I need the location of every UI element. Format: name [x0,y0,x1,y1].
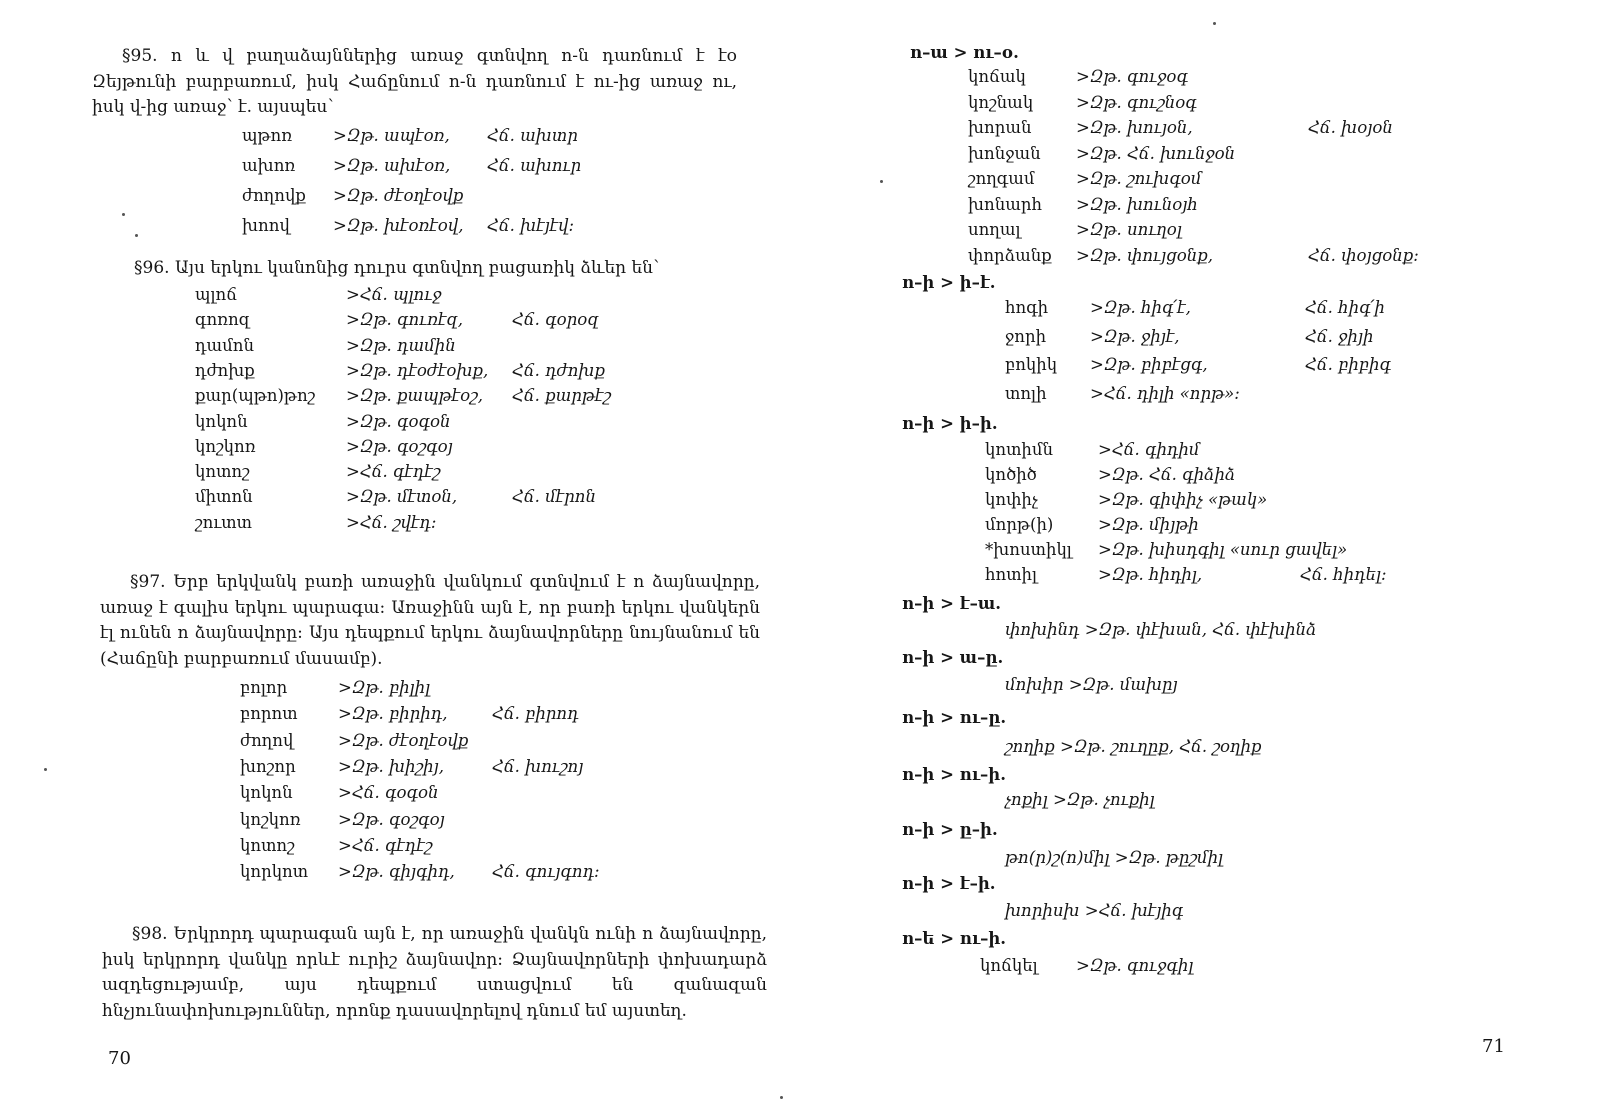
dialect-form: >Հճ. շվէդ: [346,512,437,532]
word-entry [800,67,1600,91]
dialect-form: >Զթ. բիրիդ, [338,704,448,724]
dialect-form: >Զթ. հիդիլ, [1098,565,1203,584]
word-entry [0,156,800,180]
headword: փորձանք [968,245,1052,265]
dialect-form: >Զթ. խիշիյ, [338,756,444,776]
dialect-form: >Զթ. քապթէօշ, [346,386,484,406]
dialect-form: >Զթ. խույօն, [1076,118,1193,137]
word-entry [0,412,800,436]
dialect-form: >Զթ. սուղօլ [1076,220,1182,239]
dialect-form: >Զթ. գօգօն [346,411,451,431]
dialect-form: >Զթ. գուռէզ, [346,310,463,330]
page-number: 71 [1482,1036,1505,1057]
word-entry [800,355,1600,379]
dialect-form-alt: Հճ. գօրօզ [512,310,599,330]
word-entry [0,386,800,410]
headword: մորթ(ի) [985,515,1054,534]
headword: կոճկել [980,956,1038,975]
scan-speck [880,180,883,183]
word-entry [0,783,800,807]
headword: սողալ [968,220,1021,239]
headword: ջորի [1005,326,1047,346]
headword: ժողով [240,730,294,750]
headword: *խոստիկլ [985,540,1072,559]
dialect-form: >Հճ. գէդէշ [338,835,433,855]
word-entry [800,620,1600,644]
word-entry [0,437,800,461]
word-entry [800,790,1600,814]
word-entry [0,462,800,486]
left-page [0,0,800,1114]
headword: կոտոշ [240,835,295,855]
dialect-form-alt: Հճ. ախուր [487,156,582,175]
dialect-form-alt: Հճ. բիբիգ [1305,355,1391,374]
dialect-form-alt: Հճ. խուշոյ [492,756,584,776]
dialect-form: >Զթ. բիլիլ [338,678,431,697]
dialect-form: >Հճ. դիլի «որթ»: [1090,383,1240,403]
word-entry [800,848,1600,872]
dialect-form-alt: Հճ. ախտր [487,126,578,145]
dialect-form: >Զթ. խէօռէօվ, [333,216,464,235]
headword: պթոռ [242,126,293,145]
dialect-form: >Զթ. խունօյհ [1076,194,1198,214]
dialect-form-alt: Հճ. փօյցօնք: [1308,245,1419,265]
dialect-form: >Հճ. գօգօն [338,783,439,803]
dialect-form-alt: Հճ. բիրոդ [492,704,579,724]
word-entry [0,361,800,385]
headword: բոկիկ [1005,355,1058,374]
sound-change-heading: ո–ի > ի–ի. [902,414,998,433]
word-entry [800,490,1600,514]
dialect-form: >Զթ. բիբէցգ, [1090,355,1208,374]
dialect-form: >Զթ. դէօժէօխք, [346,360,489,380]
word-entry [0,678,800,702]
headword: բոլոր [240,678,288,697]
sound-change-heading: ո–ի > ու–ի. [902,765,1006,784]
dialect-form: >Հճ. գէդէշ [346,462,441,482]
headword: դամոն [195,335,254,355]
word-entry [0,704,800,728]
dialect-form: >Զթ. ջիյէ, [1090,326,1180,346]
dialect-form: մոխիր >Զթ. մախըյ [1005,675,1178,694]
word-entry [800,440,1600,464]
word-entry [0,810,800,834]
sound-change-heading: ո–ե > ու–ի. [902,929,1007,948]
word-entry [800,246,1600,270]
word-entry [0,862,800,886]
paragraph-97: §97. Երբ երկվանկ բառի առաջին վանկում գտնվում է ո ձայնավորը, առաջ է գալիս երկու պարագա: Առաջինն այն է, որ բառի երկու վանկերն էլ ունեն ո ձայնավորը: Այս դեպքում երկու ձայնավորները նույնանում են (Հաճընի բարբառում մասամբ). [100,572,760,669]
word-entry [0,285,800,309]
word-entry [800,515,1600,539]
headword: խոշոր [240,756,296,776]
word-entry [800,220,1600,244]
word-entry [0,731,800,755]
dialect-form: >Զթ. Հճ. խունջօն [1076,143,1236,163]
dialect-form: >Զթ. շուխգօմ [1076,169,1202,188]
dialect-form: >Զթ. գիփիչ «թակ» [1098,490,1268,509]
headword: կոշնակ [968,92,1034,112]
headword: շուտտ [195,512,252,532]
scan-speck [135,234,138,237]
word-entry [800,118,1600,142]
scan-speck [122,213,125,216]
headword: խոնարհ [968,194,1043,214]
headword: կոճակ [968,67,1026,86]
headword: կոփիչ [985,490,1038,509]
headword: գոռոզ [195,310,251,330]
dialect-form: >Զթ. գուջօգ [1076,67,1188,86]
word-entry [800,465,1600,489]
scan-speck [1213,22,1216,25]
dialect-form: >Զթ. ապէօռ, [333,126,450,145]
dialect-form: >Զթ. գիյգիդ, [338,862,455,882]
headword: դժոխք [195,360,255,380]
page-number: 70 [108,1048,131,1069]
word-entry [0,310,800,334]
headword: կոկոն [240,783,293,803]
headword: տոլի [1005,383,1047,403]
headword: պլոճ [195,285,238,304]
dialect-form: >Զթ. ժէօղէօվք [333,186,464,205]
headword: խոնջան [968,143,1041,163]
word-entry [0,336,800,360]
headword: քար(պթո)թոշ [195,386,316,406]
word-entry [0,513,800,537]
word-entry [0,487,800,511]
headword: կոտոշ [195,462,250,482]
word-entry [800,93,1600,117]
word-entry [800,327,1600,351]
word-entry [0,216,800,240]
word-entry [800,169,1600,193]
dialect-form: >Զթ. գօշգօյ [346,436,453,456]
sound-change-heading: ո–ի > է–ա. [902,594,1001,613]
word-entry [800,144,1600,168]
dialect-form: թո(ր)շ(ո)միլ >Զթ. թըշմիլ [1005,848,1224,867]
dialect-form: >Զթ. հիգ՛է, [1090,298,1191,317]
dialect-form: >Զթ. ժէօղէօվք [338,730,469,750]
right-page [800,0,1601,1114]
word-entry [800,956,1600,980]
dialect-form-alt: Հճ. դժոխք [512,360,605,380]
headword: կորկոտ [240,862,309,882]
dialect-form-alt: Հճ. հիդել: [1300,565,1387,584]
sound-change-heading: ո–ի > ա–ը. [902,648,1004,667]
sound-change-heading: ո–ի > է–ի. [902,874,996,893]
headword: հոտիլ [985,565,1038,584]
dialect-form-alt: Հճ. քարթէշ [512,386,611,406]
word-entry [800,565,1600,589]
dialect-form: >Զթ. խիսդգիլ «սուր ցավել» [1098,540,1348,559]
headword: ժողովք [242,186,306,205]
word-entry [800,384,1600,408]
word-entry [800,540,1600,564]
dialect-form: >Զթ. ախէօռ, [333,156,451,175]
headword: ախոռ [242,156,296,175]
dialect-form: >Զթ. դամին [346,335,456,355]
sound-change-heading: ո–ա > ու–օ. [910,43,1019,62]
word-entry [800,737,1600,761]
headword: խորան [968,118,1032,137]
sound-change-heading: ո–ի > ու–ը. [902,708,1007,727]
word-entry [0,186,800,210]
dialect-form-alt: Հճ. հիգ՛ի [1305,298,1385,317]
dialect-form: չոքիլ >Զթ. չուքիլ [1005,790,1155,809]
dialect-form: >Զթ. գօշգօյ [338,809,445,829]
word-entry [0,126,800,150]
dialect-form: >Զթ. փույցօնք, [1076,245,1213,265]
dialect-form: >Զթ. գուջգիլ [1076,956,1194,975]
paragraph-98: §98. Երկրորդ պարագան այն է, որ առաջին վանկն ունի ո ձայնավորը, իսկ երկրորդ վանկը որևէ ուրիշ ձայնավոր: Ձայնավորների փոխադարձ ազդեցությամբ, այս դեպքում ստացվում են զանազան հնչյունափոխություններ, որոնք դասավորելով դնում եմ այստեղ. [102,924,767,1021]
dialect-form: >Հճ. պլուջ [346,285,442,304]
word-entry [800,298,1600,322]
dialect-form: շողիք >Զթ. շուղըք, Հճ. շօղիք [1005,737,1262,756]
scan-speck [44,768,47,771]
dialect-form: >Զթ. մէտօն, [346,487,458,507]
word-entry [0,836,800,860]
paragraph-96: §96. Այս երկու կանոնից դուրս գտնվող բացառիկ ձևեր են՝ [134,258,660,278]
headword: կոտիմն [985,440,1053,459]
dialect-form: >Զթ. գուշնօգ [1076,92,1197,112]
dialect-form: խորիսխ >Հճ. խէյիգ [1005,901,1184,920]
word-entry [0,757,800,781]
word-entry [800,675,1600,699]
dialect-form-alt: Հճ. խօյօն [1308,118,1393,137]
headword: կոշկոռ [240,809,301,829]
headword: կոկոն [195,411,248,431]
dialect-form: >Զթ. Հճ. գիձիձ [1098,465,1236,484]
sound-change-heading: ո–ի > ի–է. [902,273,996,292]
dialect-form-alt: Հճ. մէրոն [512,487,597,507]
headword: կոծիծ [985,465,1037,484]
headword: շողգամ [968,169,1035,188]
word-entry [800,195,1600,219]
headword: հոգի [1005,298,1049,317]
dialect-form-alt: Հճ. խէյէվ: [487,216,575,235]
paragraph-95: §95. n և վ բաղաձայններից առաջ գտնվող ո-ն դառնում է էօ Զեյթունի բարբառում, իսկ Հաճընում ո-ն դառնում է ու-ից առաջ ու, իսկ վ-ից առաջ՝ է. այսպես՝ [92,46,737,117]
word-entry [800,901,1600,925]
headword: բորոտ [240,704,298,724]
dialect-form-alt: Հճ. ջիյի [1305,326,1374,346]
dialect-form: փոխինդ >Զթ. փէխան, Հճ. փէխինձ [1005,620,1317,639]
dialect-form-alt: Հճ. գույգոդ: [492,862,600,882]
sound-change-heading: ո–ի > ը–ի. [902,820,998,839]
headword: խոով [242,216,290,235]
headword: միտոն [195,487,253,507]
dialect-form: >Հճ. գիդիմ [1098,440,1200,459]
dialect-form: >Զթ. միյթի [1098,515,1199,534]
scan-speck [780,1096,783,1099]
headword: կոշկոռ [195,436,256,456]
